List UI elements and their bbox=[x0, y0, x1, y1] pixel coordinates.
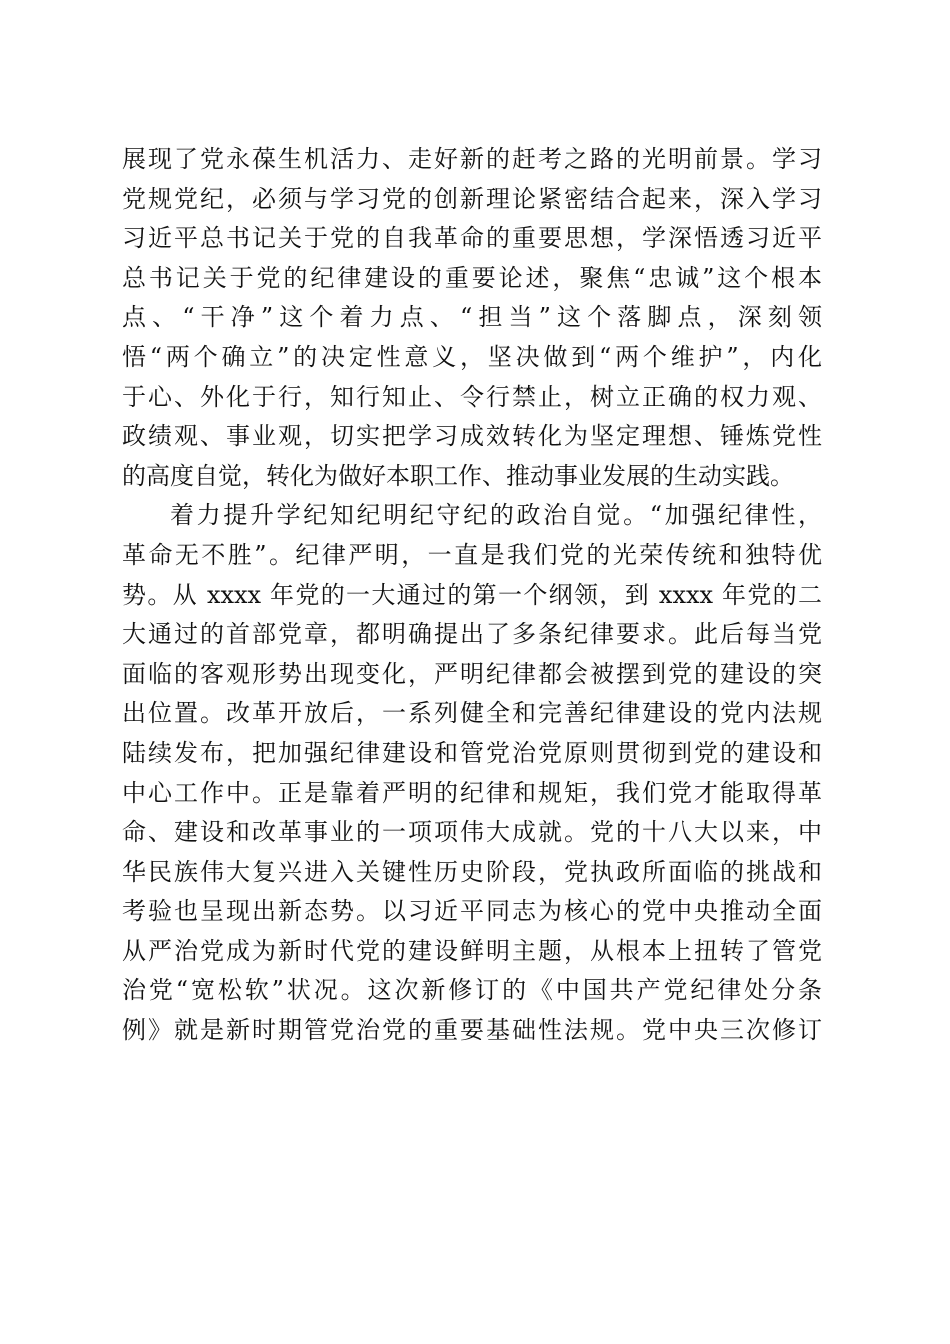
text-line: 习近平总书记关于党的自我革命的重要思想，学深悟透习近平 bbox=[122, 224, 822, 253]
paragraph-heading-line: 着力提升学纪知纪明纪守纪的政治自觉。“加强纪律性， bbox=[170, 501, 822, 530]
text-line: 的高度自觉，转化为做好本职工作、推动事业发展的生动实践。 bbox=[122, 461, 794, 490]
text-line: 于心、外化于行，知行知止、令行禁止，树立正确的权力观、 bbox=[122, 382, 822, 411]
text-line: 中心工作中。正是靠着严明的纪律和规矩，我们党才能取得革 bbox=[122, 778, 822, 807]
text-line: 考验也呈现出新态势。以习近平同志为核心的党中央推动全面 bbox=[122, 897, 822, 926]
text-line: 点、“干净”这个着力点、“担当”这个落脚点，深刻领 bbox=[122, 303, 822, 332]
text-line: 党规党纪，必须与学习党的创新理论紧密结合起来，深入学习 bbox=[122, 184, 822, 213]
text-line: 陆续发布，把加强纪律建设和管党治党原则贯彻到党的建设和 bbox=[122, 738, 822, 767]
text-line: 大通过的首部党章，都明确提出了多条纪律要求。此后每当党 bbox=[122, 620, 822, 649]
text-line: 展现了党永葆生机活力、走好新的赶考之路的光明前景。学习 bbox=[122, 145, 822, 173]
text-line: 出位置。改革开放后，一系列健全和完善纪律建设的党内法规 bbox=[122, 699, 822, 728]
text-line: 悟“两个确立”的决定性意义，坚决做到“两个维护”，内化 bbox=[122, 342, 822, 371]
text-line: 治党“宽松软”状况。这次新修订的《中国共产党纪律处分条 bbox=[122, 976, 822, 1005]
text-line: 例》就是新时期管党治党的重要基础性法规。党中央三次修订 bbox=[122, 1016, 822, 1045]
text-line: 从严治党成为新时代党的建设鲜明主题，从根本上扭转了管党 bbox=[122, 936, 822, 965]
body-text bbox=[122, 140, 822, 1051]
text-line: 总书记关于党的纪律建设的重要论述，聚焦“忠诚”这个根本 bbox=[122, 263, 822, 292]
text-line: 革命无不胜”。纪律严明，一直是我们党的光荣传统和独特优 bbox=[122, 540, 822, 569]
text-line: 华民族伟大复兴进入关键性历史阶段，党执政所面临的挑战和 bbox=[122, 857, 822, 886]
text-line: 面临的客观形势出现变化，严明纪律都会被摆到党的建设的突 bbox=[122, 659, 822, 688]
text-line: 政绩观、事业观，切实把学习成效转化为坚定理想、锤炼党性 bbox=[122, 422, 822, 451]
text-line: 势。从 xxxx 年党的一大通过的第一个纲领，到 xxxx 年党的二 bbox=[122, 580, 822, 609]
text-line: 命、建设和改革事业的一项项伟大成就。党的十八大以来，中 bbox=[122, 818, 822, 847]
